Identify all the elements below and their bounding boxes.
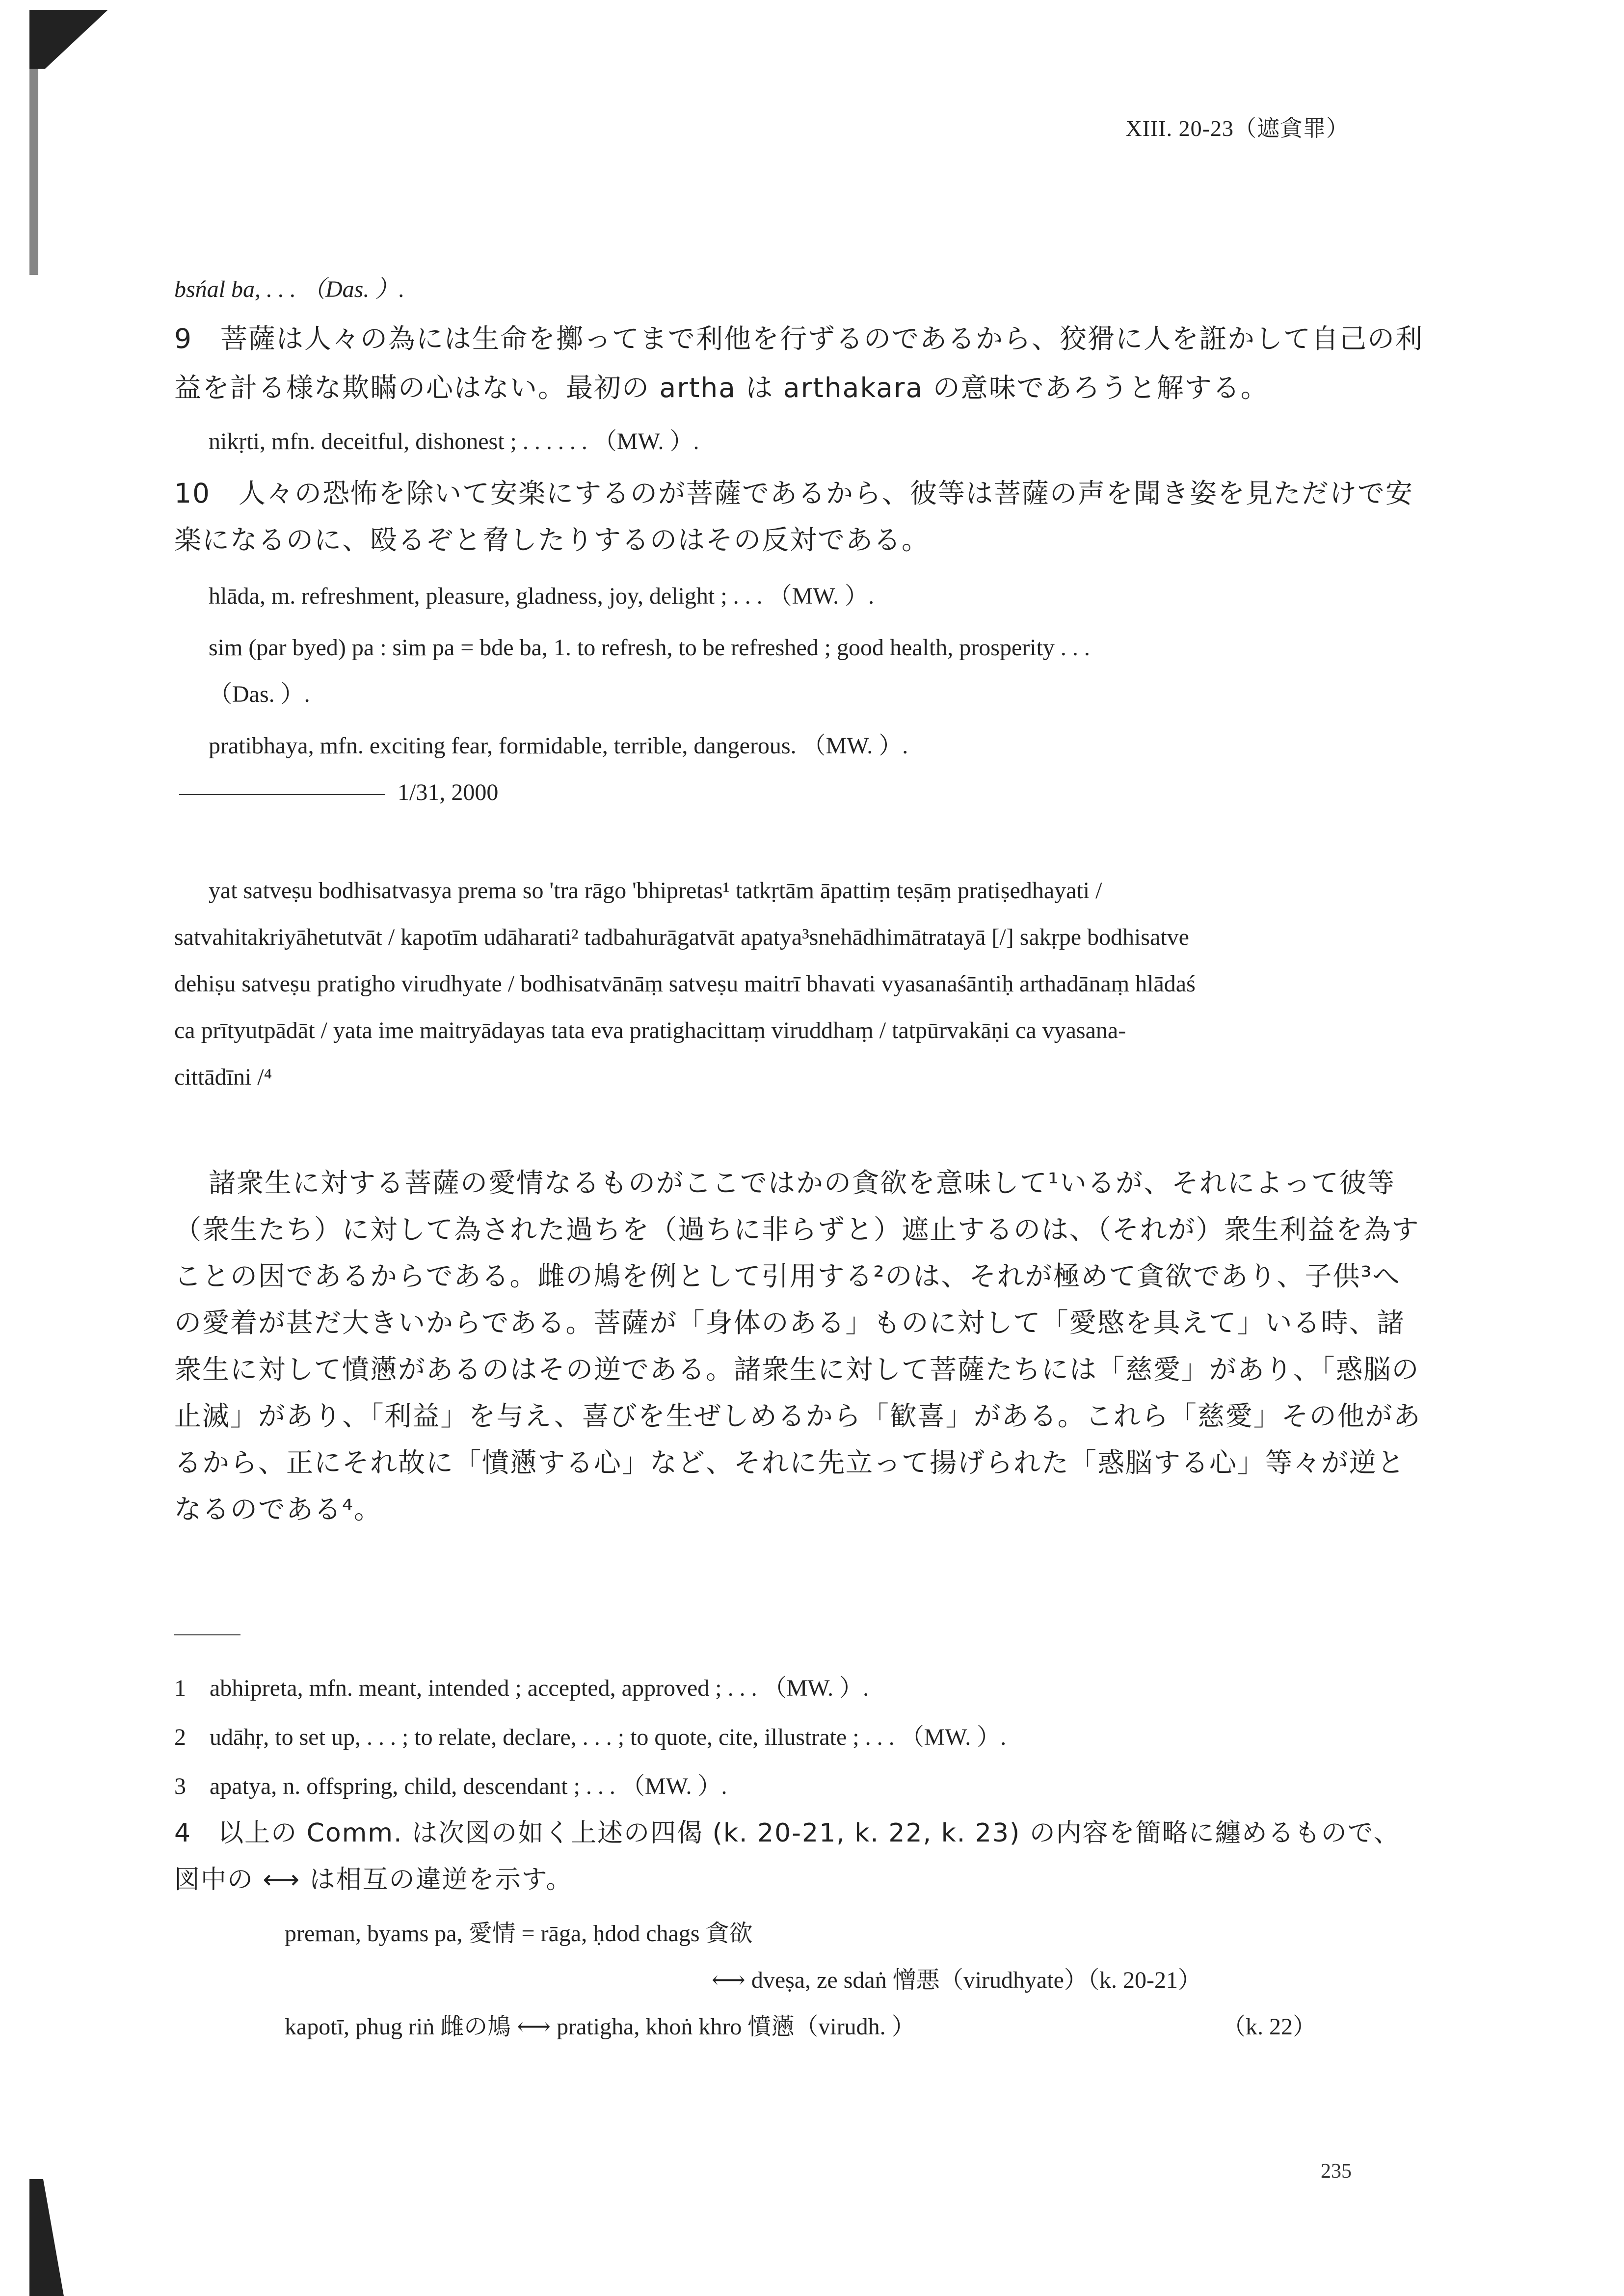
footnote-rule	[174, 1634, 240, 1635]
diagram-row-2: ⟷ dveṣa, ze sdaṅ 憎悪（virudhyate）（k. 20-21）	[712, 1967, 1201, 1993]
note-10-pratibhaya: pratibhaya, mfn. exciting fear, formidable, terrible, dangerous. （MW. ）.	[209, 733, 908, 759]
note-10-hlada: hlāda, m. refreshment, pleasure, gladness, joy, delight ; . . . （MW. ）.	[209, 583, 875, 609]
translation-line-1: 諸衆生に対する菩薩の愛情なるものがここではかの貪欲を意味して¹いるが、それによって彼等	[209, 1167, 1396, 1199]
footnote-4-line-2: 図中の ⟷ は相互の違逆を示す。	[174, 1865, 573, 1895]
note-10-sim: sim (par byed) pa : sim pa = bde ba, 1. to refresh, to be refreshed ; good health, prosperity . . .	[209, 635, 1090, 661]
translation-line-8: なるのである⁴。	[174, 1494, 382, 1525]
scan-shadow-bottom	[29, 2179, 64, 2296]
page-number: 235	[1321, 2160, 1352, 2183]
note-9-line-1: 9 菩薩は人々の為には生命を擲ってまで利他を行ずるのであるから、狡猾に人を誑かして自己の利	[174, 323, 1423, 354]
sanskrit-line-3: dehiṣu satveṣu pratigho virudhyate / bodhisatvānāṃ satveṣu maitrī bhavati vyasanaśāntiḥ arthadānaṃ hlādaś	[174, 971, 1196, 997]
scan-shadow-top	[29, 10, 108, 69]
note-line-das: bsńal ba, . . . （Das. ）.	[174, 276, 405, 302]
note-9-nikrti: nikṛti, mfn. deceitful, dishonest ; . . . . . . （MW. ）.	[209, 428, 699, 454]
footnote-2: 2 udāhṛ, to set up, . . . ; to relate, declare, . . . ; to quote, cite, illustrate ; . . . （MW. ）.	[174, 1724, 1007, 1750]
translation-line-5: 衆生に対して憤懣があるのはその逆である。諸衆生に対して菩薩たちには「慈愛」があり、「惑脳の	[174, 1354, 1420, 1385]
note-9-line-2: 益を計る様な欺瞞の心はない。最初の artha は arthakara の意味であろうと解する。	[174, 372, 1269, 403]
footnote-1: 1 abhipreta, mfn. meant, intended ; accepted, approved ; . . . （MW. ）.	[174, 1675, 869, 1701]
diagram-row-3-ref: （k. 22）	[1222, 2014, 1317, 2040]
scan-edge-shadow	[0, 0, 113, 2296]
diagram-row-3: kapotī, phug riṅ 雌の鳩 ⟷ pratigha, khoṅ khro 憤懣（virudh. ）	[285, 2014, 915, 2040]
translation-line-4: の愛着が甚だ大きいからである。菩薩が「身体のある」ものに対して「愛愍を具えて」いる時、諸	[174, 1307, 1405, 1338]
translation-line-2: （衆生たち）に対して為された過ちを（過ちに非らずと）遮止するのは、（それが）衆生利益を為す	[174, 1214, 1420, 1245]
note-10-das: （Das. ）.	[209, 681, 310, 707]
sanskrit-line-1: yat satveṣu bodhisatvasya prema so 'tra rāgo 'bhipretas¹ tatkṛtām āpattiṃ teṣāṃ pratiṣedhayati /	[209, 878, 1102, 904]
sanskrit-line-4: ca prītyutpādāt / yata ime maitryādayas tata eva pratighacittaṃ viruddhaṃ / tatpūrvakāṇi ca vyasana-	[174, 1017, 1126, 1043]
translation-line-6: 止滅」があり、「利益」を与え、喜びを生ぜしめるから「歓喜」がある。これら「慈愛」その他があ	[174, 1400, 1421, 1432]
scan-shadow-strip	[29, 69, 38, 275]
date-rule	[179, 794, 385, 795]
note-10-line-2: 楽になるのに、殴るぞと脅したりするのはその反対である。	[174, 524, 930, 556]
footnote-3: 3 apatya, n. offspring, child, descendant ; . . . （MW. ）.	[174, 1773, 727, 1799]
translation-line-7: るから、正にそれ故に「憤懣する心」など、それに先立って揚げられた「惑脳する心」等々が逆と	[174, 1447, 1406, 1478]
diagram-row-1: preman, byams pa, 愛情 = rāga, ḥdod chags 貪欲	[285, 1921, 753, 1947]
note-10-line-1: 10 人々の恐怖を除いて安楽にするのが菩薩であるから、彼等は菩薩の声を聞き姿を見ただけで安	[174, 478, 1413, 509]
sanskrit-line-5: cittādīni /⁴	[174, 1064, 272, 1090]
translation-line-3: ことの因であるからである。雌の鳩を例として引用する²のは、それが極めて貪欲であり、子供³へ	[174, 1260, 1401, 1292]
footnote-4-line-1: 4 以上の Comm. は次図の如く上述の四偈 (k. 20-21, k. 22, k. 23) の内容を簡略に纏めるもので、	[174, 1818, 1400, 1848]
running-header: XIII. 20-23（遮貪罪）	[1125, 116, 1349, 141]
date-stamp: 1/31, 2000	[398, 779, 499, 805]
sanskrit-line-2: satvahitakriyāhetutvāt / kapotīm udāharati² tadbahurāgatvāt apatya³snehādhimātratayā [/] sakṛpe bodhisatve	[174, 924, 1189, 950]
